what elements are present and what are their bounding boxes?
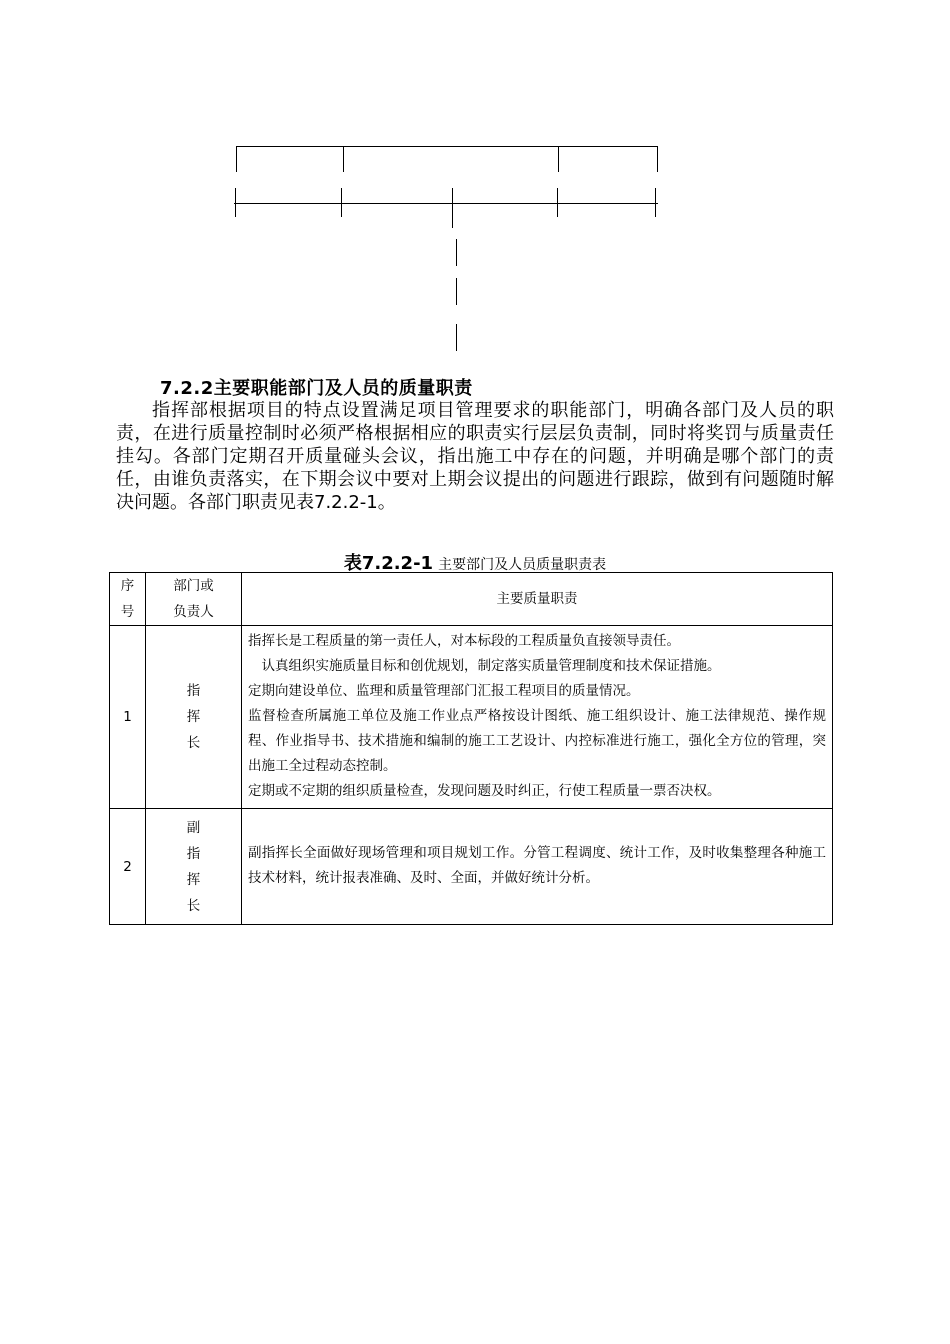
- header-duty: 主要质量职责: [242, 573, 833, 626]
- row-dept-char: 指: [186, 683, 201, 699]
- row-dept-char: 副: [186, 819, 201, 836]
- header-no: [110, 573, 146, 626]
- header-no-line: 序: [120, 578, 135, 594]
- row-no: 1: [110, 626, 146, 809]
- row-dept-char: 长: [186, 897, 201, 914]
- section-heading: 7.2.2主要职能部门及人员的质量职责: [160, 378, 473, 399]
- duty-item: 指挥长是工程质量的第一责任人，对本标段的工程质量负直接领导责任。: [248, 633, 680, 649]
- row-dept: [146, 626, 242, 809]
- org-line: [236, 146, 237, 172]
- row-no: 2: [110, 809, 146, 925]
- org-line: [456, 239, 457, 266]
- table-row: [110, 809, 833, 925]
- header-no-line: 号: [120, 604, 135, 620]
- row-duties: [242, 809, 833, 925]
- duty-item: 定期或不定期的组织质量检查，发现问题及时纠正，行使工程质量一票否决权。: [248, 783, 721, 799]
- org-line: [235, 188, 236, 217]
- org-line: [655, 188, 656, 217]
- org-line: [557, 188, 558, 217]
- row-dept-char: 指: [186, 845, 201, 862]
- duty-item: 定期向建设单位、监理和质量管理部门汇报工程项目的质量情况。: [248, 683, 640, 699]
- org-line: [341, 188, 342, 217]
- header-dept-line: 部门或: [173, 578, 214, 594]
- duty-item: 认真组织实施质量目标和创优规划，制定落实质量管理制度和技术保证措施。: [261, 658, 721, 674]
- org-line: [343, 146, 344, 172]
- table-caption-number: 表7.2.2-1: [343, 553, 434, 574]
- table-caption-title: 主要部门及人员质量职责表: [438, 557, 607, 573]
- table-row: [110, 626, 833, 809]
- org-line: [452, 188, 453, 228]
- duty-item: 副指挥长全面做好现场管理和项目规划工作。分管工程调度、统计工作，及时收集整理各种施工技术材料，统计报表准确、及时、全面，并做好统计分析。: [248, 845, 826, 886]
- header-dept-line: 负责人: [173, 604, 214, 620]
- row-dept-char: 挥: [186, 709, 201, 725]
- org-line: [234, 203, 658, 204]
- org-line: [456, 324, 457, 351]
- duty-table: [109, 572, 833, 925]
- org-line: [456, 278, 457, 305]
- org-line: [236, 146, 658, 147]
- row-dept: [146, 809, 242, 925]
- org-line: [657, 146, 658, 172]
- table-header-row: [110, 573, 833, 626]
- duty-item: 监督检查所属施工单位及施工作业点严格按设计图纸、施工组织设计、施工法律规范、操作规程、作业指导书、技术措施和编制的施工工艺设计、内控标准进行施工，强化全方位的管理，突出施工全过程动态控制。: [248, 708, 826, 774]
- org-line: [558, 146, 559, 172]
- row-duties: [242, 626, 833, 809]
- header-dept: [146, 573, 242, 626]
- section-paragraph: 指挥部根据项目的特点设置满足项目管理要求的职能部门，明确各部门及人员的职责，在进行质量控制时必须严格根据相应的职责实行层层负责制，同时将奖罚与质量责任挂勾。各部门定期召开质量碰头会议，指出施工中存在的问题，并明确是哪个部门的责任，由谁负责落实，在下期会议中要对上期会议提出的问题进行跟踪，做到有问题随时解决问题。各部门职责见表7.2.2-1。: [116, 400, 834, 513]
- row-dept-char: 挥: [186, 871, 201, 888]
- row-dept-char: 长: [186, 735, 201, 751]
